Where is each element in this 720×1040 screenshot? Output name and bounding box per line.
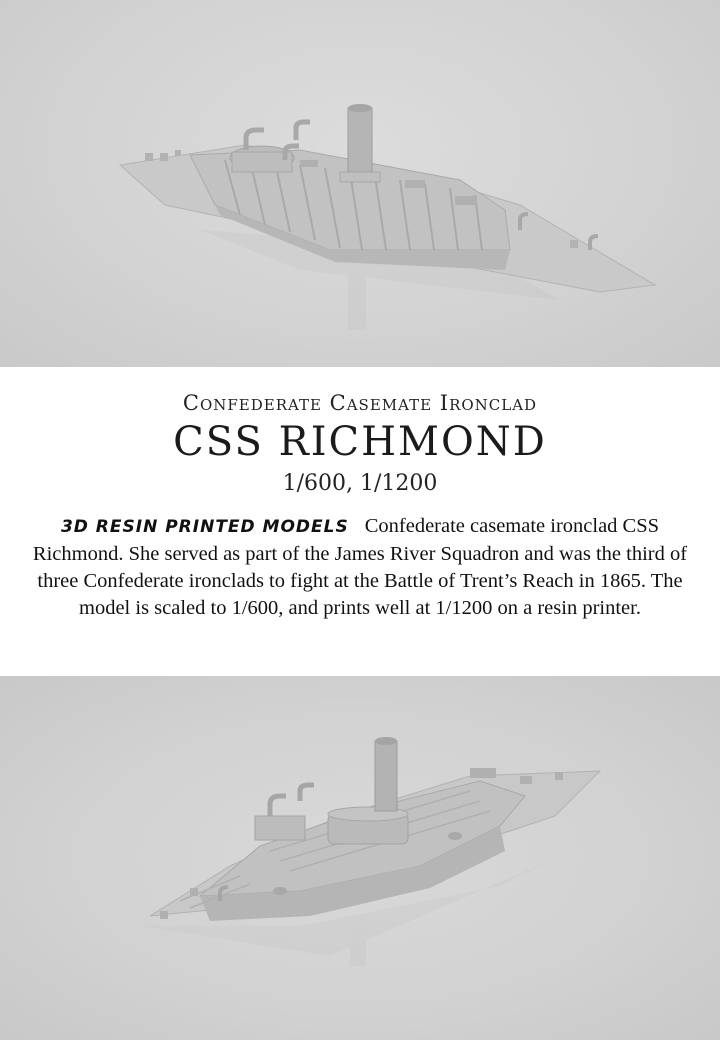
info-block	[0, 367, 720, 676]
description-paragraph	[14, 513, 706, 622]
ventilator-2	[300, 785, 314, 801]
smokestack	[348, 108, 372, 180]
bottom-model-render	[0, 676, 720, 1040]
smokestack	[375, 741, 397, 811]
ventilator-1	[270, 796, 286, 816]
ship-class-subtitle: Confederate Casemate Ironclad	[182, 391, 538, 415]
description-text: Confederate casemate ironclad CSS Richmond. She served as part of the James River Squadron and was the third of three Confederate ironclads to fight at the Battle of Trent’s Reach in 1865. The model is scaled to 1/600, and prints well at 1/1200 on a resin printer.	[32, 515, 688, 619]
resin-models-tag: 3D RESIN PRINTED MODELS	[60, 517, 349, 537]
ironclad-side-view	[0, 0, 720, 367]
top-model-render	[0, 0, 720, 367]
ventilator-2	[296, 122, 310, 140]
model-scales: 1/600, 1/1200	[282, 471, 438, 496]
ship-name-title: CSS RICHMOND	[173, 419, 547, 465]
ironclad-three-quarter-view	[0, 676, 720, 1040]
